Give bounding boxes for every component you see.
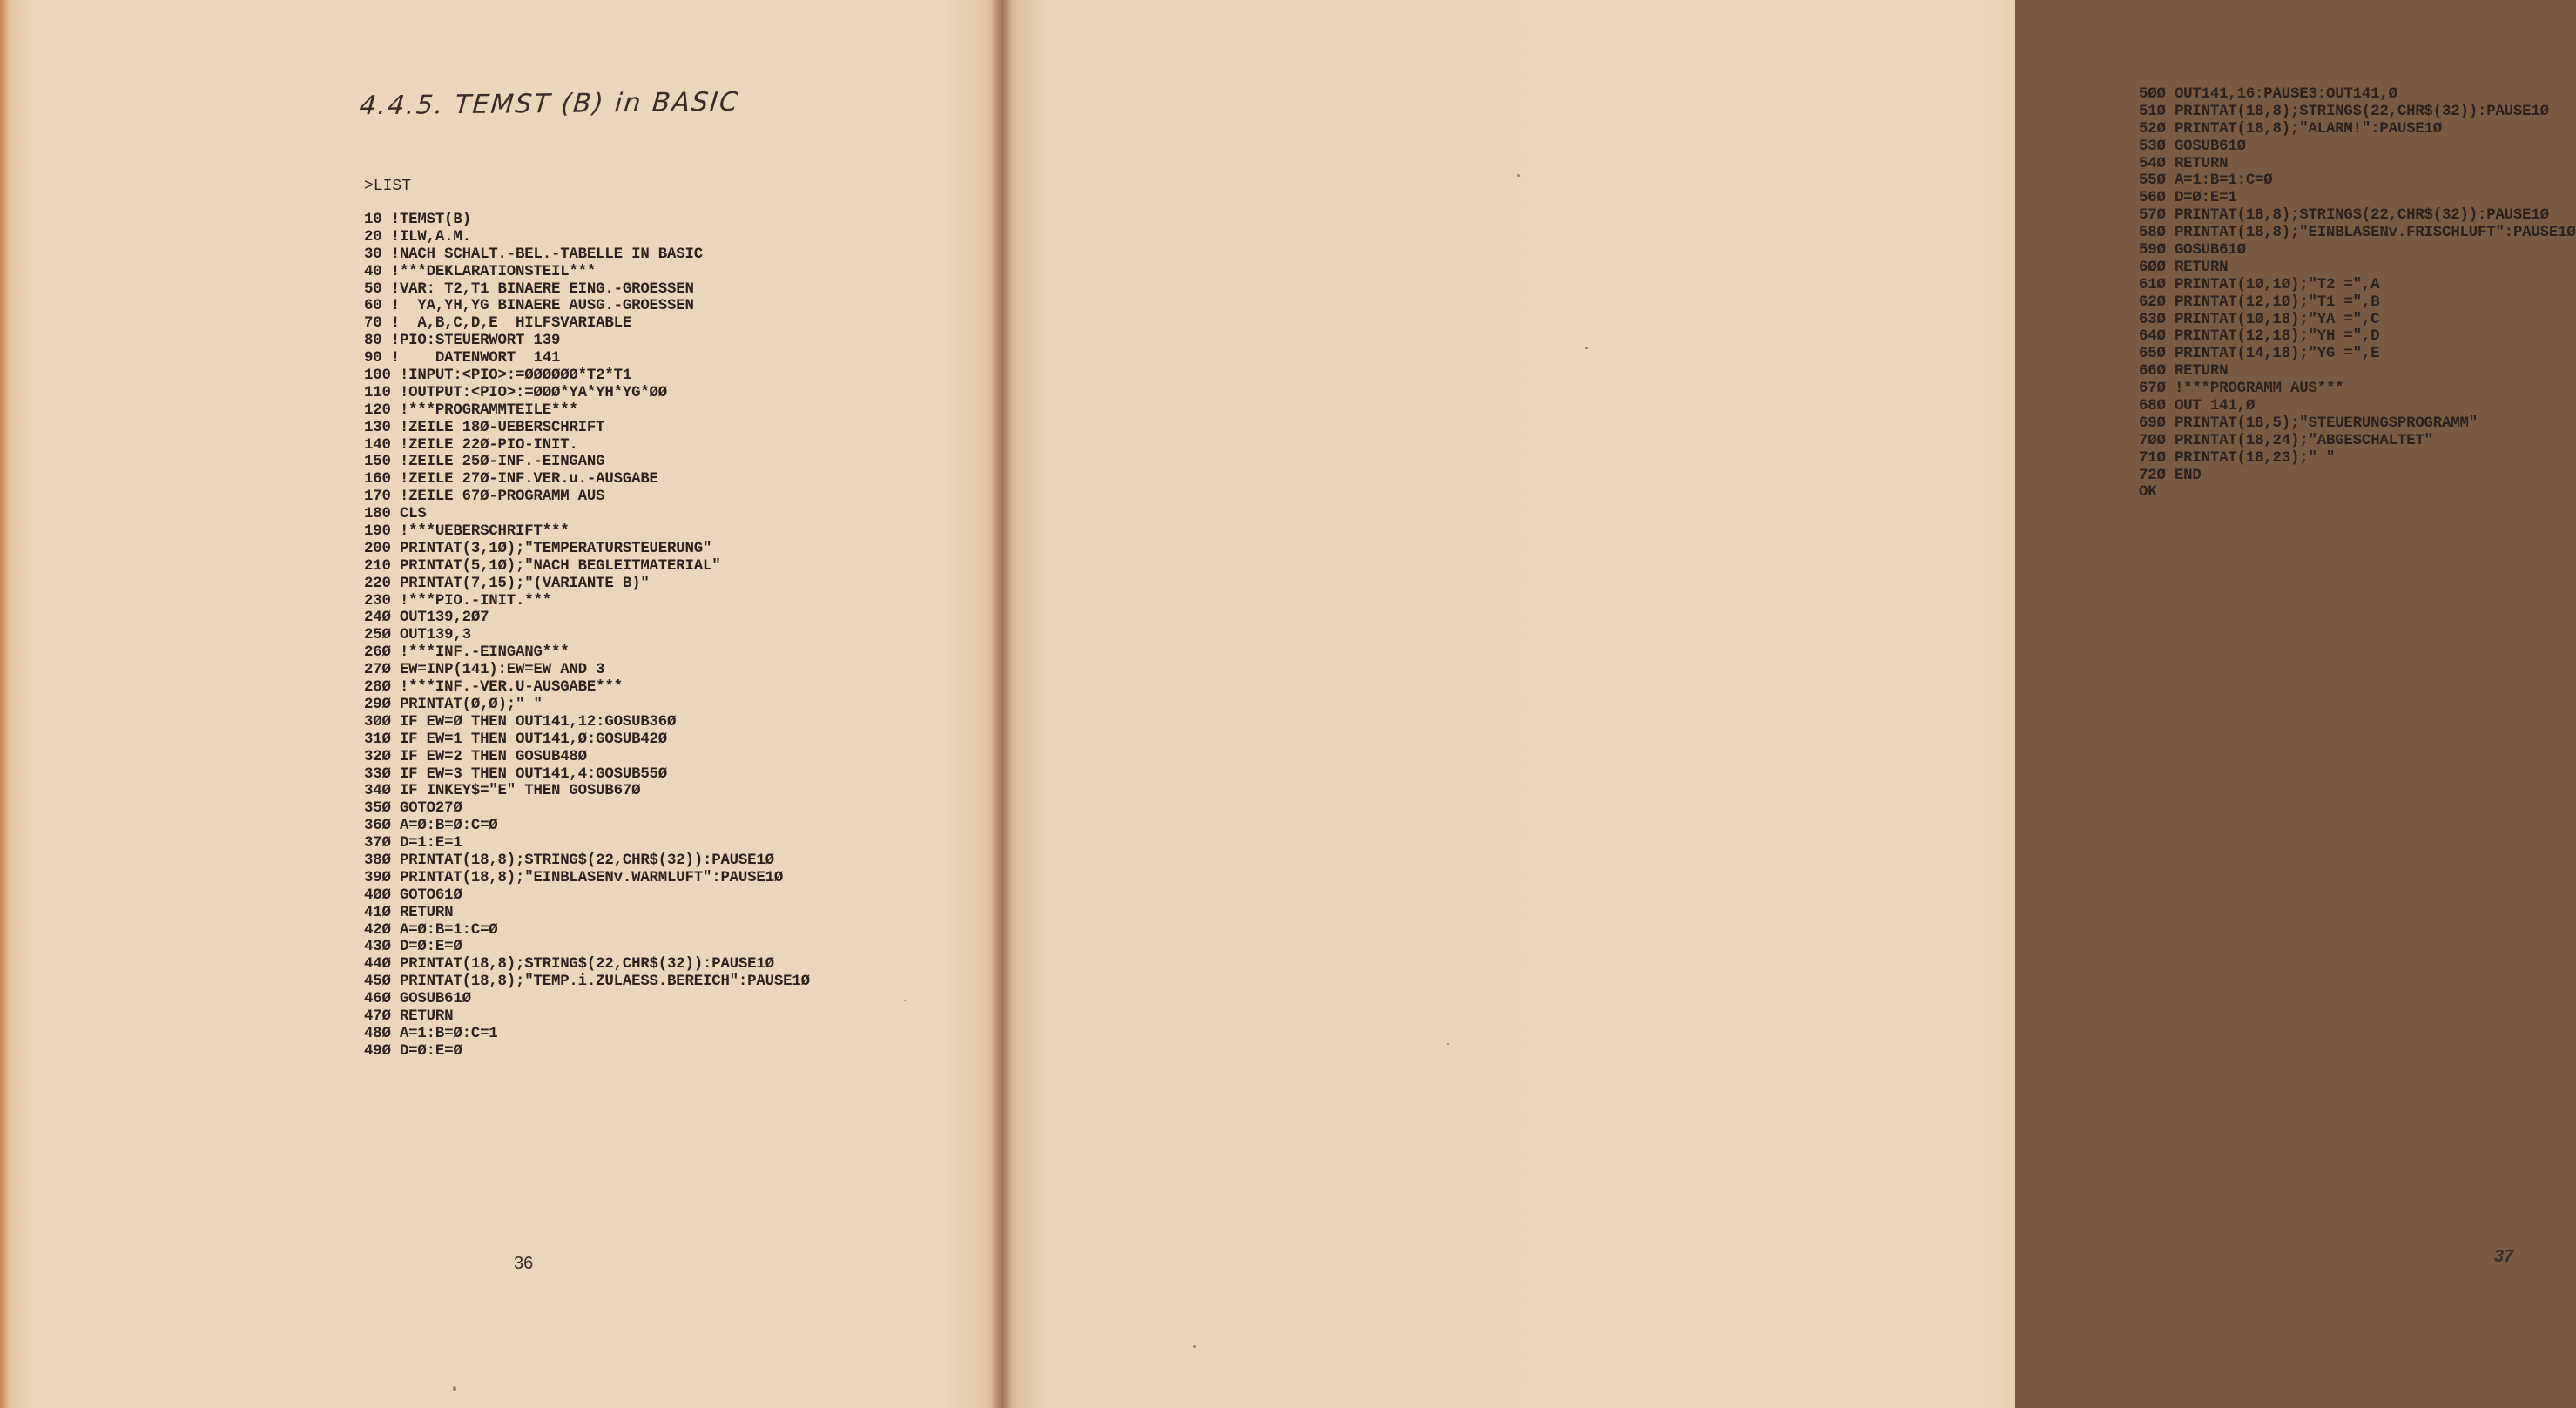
code-line: 160 !ZEILE 27Ø-INF.VER.u.-AUSGABE [364,471,658,488]
code-line: 57Ø PRINTAT(18,8);STRING$(22,CHR$(32)):PAUSE1Ø [2139,207,2549,225]
code-line: 52Ø PRINTAT(18,8);"ALARM!":PAUSE1Ø [2139,120,2443,138]
code-line: 53Ø GOSUB61Ø [2139,138,2246,155]
code-line: 200 PRINTAT(3,1Ø);"TEMPERATURSTEUERUNG" [364,540,712,557]
left-page-number: 36 [514,1254,534,1273]
code-line: 38Ø PRINTAT(18,8);STRING$(22,CHR$(32)):PAUSE1Ø [364,852,774,869]
code-line: 67Ø !***PROGRAMM AUS*** [2139,381,2344,398]
list-command: >LIST [364,178,412,195]
code-line: 54Ø RETURN [2139,155,2229,172]
code-line: 20 !ILW,A.M. [364,228,471,246]
code-line: 45Ø PRINTAT(18,8);"TEMP.i.ZULAESS.BEREICH":PAUSE1Ø [364,973,810,991]
code-line: 28Ø !***INF.-VER.U-AUSGABE*** [364,679,623,697]
code-line: 59Ø GOSUB61Ø [2139,242,2246,259]
code-line: 64Ø PRINTAT(12,18);"YH =",D [2139,328,2380,346]
code-line: 60 ! YA,YH,YG BINAERE AUSG.-GROESSEN [364,298,694,315]
code-line: 36Ø A=Ø:B=Ø:C=Ø [364,818,498,835]
right-code-listing [2139,86,2576,502]
code-line: 10 !TEMST(B) [364,212,471,228]
code-line: 180 CLS [364,506,427,523]
code-line: 66Ø RETURN [2139,363,2229,381]
code-line: 25Ø OUT139,3 [364,627,471,644]
code-line: 35Ø GOTO27Ø [364,800,462,818]
paper-speck [904,1000,906,1001]
code-line: 62Ø PRINTAT(12,1Ø);"T1 =",B [2139,293,2380,311]
code-line: 69Ø PRINTAT(18,5);"STEUERUNGSPROGRAMM" [2139,414,2478,432]
code-line: 80 !PIO:STEUERWORT 139 [364,333,561,350]
section-heading: 4.4.5. TEMST (B) in BASIC [358,86,741,122]
code-line: 63Ø PRINTAT(1Ø,18);"YA =",C [2139,311,2380,328]
code-line: 230 !***PIO.-INIT.*** [364,592,551,610]
code-line: 40 !***DEKLARATIONSTEIL*** [364,263,597,280]
code-line: 56Ø D=Ø:E=1 [2139,190,2237,207]
code-line: 44Ø PRINTAT(18,8);STRING$(22,CHR$(32)):PAUSE1Ø [364,956,774,973]
code-line: 6ØØ RETURN [2139,259,2229,276]
code-line: 170 !ZEILE 67Ø-PROGRAMM AUS [364,488,605,506]
code-line: 150 !ZEILE 25Ø-INF.-EINGANG [364,454,605,471]
code-line: 110 !OUTPUT:<PIO>:=ØØØ*YA*YH*YG*ØØ [364,384,668,401]
code-line: 27Ø EW=INP(141):EW=EW AND 3 [364,662,605,679]
code-line: 220 PRINTAT(7,15);"(VARIANTE B)" [364,575,650,592]
code-line: 31Ø IF EW=1 THEN OUT141,Ø:GOSUB42Ø [364,731,668,748]
code-line: 49Ø D=Ø:E=Ø [364,1042,462,1060]
paper-speck [453,1386,456,1391]
code-line: 5ØØ OUT141,16:PAUSE3:OUT141,Ø [2139,86,2397,103]
code-line: 190 !***UEBERSCHRIFT*** [364,523,570,541]
right-page-number: 37 [2494,1247,2514,1266]
code-line: 47Ø RETURN [364,1007,454,1025]
code-line: 4ØØ GOTO61Ø [364,886,462,904]
code-line: 48Ø A=1:B=Ø:C=1 [364,1025,498,1042]
right-page [1001,0,2576,1408]
code-line: 43Ø D=Ø:E=Ø [364,939,462,956]
code-line: 71Ø PRINTAT(18,23);" " [2139,449,2336,467]
code-line: 55Ø A=1:B=1:C=Ø [2139,172,2273,190]
code-line: 90 ! DATENWORT 141 [364,350,561,367]
code-line: 32Ø IF EW=2 THEN GOSUB48Ø [364,748,587,765]
code-line: 3ØØ IF EW=Ø THEN OUT141,12:GOSUB36Ø [364,713,677,731]
code-line: OK [2139,484,2157,502]
code-line: 30 !NACH SCHALT.-BEL.-TABELLE IN BASIC [364,246,703,263]
code-line: 140 !ZEILE 22Ø-PIO-INIT. [364,436,578,454]
code-line: 24Ø OUT139,2Ø7 [364,610,489,627]
code-line: 42Ø A=Ø:B=1:C=Ø [364,921,498,939]
paper-speck [1517,174,1520,177]
page-edge [0,0,9,1408]
code-line: 37Ø D=1:E=1 [364,835,462,852]
code-line: 7ØØ PRINTAT(18,24);"ABGESCHALTET" [2139,432,2433,449]
paper-speck [1447,1043,1449,1045]
paper-speck [1585,347,1588,349]
code-line: 130 !ZEILE 18Ø-UEBERSCHRIFT [364,419,605,436]
code-line: 70 ! A,B,C,D,E HILFSVARIABLE [364,315,632,333]
code-line: 210 PRINTAT(5,1Ø);"NACH BEGLEITMATERIAL" [364,557,721,575]
code-line: 68Ø OUT 141,Ø [2139,398,2256,415]
code-line: 61Ø PRINTAT(1Ø,1Ø);"T2 =",A [2139,276,2380,293]
code-line: 34Ø IF INKEY$="E" THEN GOSUB67Ø [364,783,641,800]
code-line: 72Ø END [2139,467,2202,484]
code-line: 50 !VAR: T2,T1 BINAERE EING.-GROESSEN [364,280,694,298]
code-line: 41Ø RETURN [364,904,454,921]
code-line: 26Ø !***INF.-EINGANG*** [364,644,570,662]
left-page [0,0,1001,1408]
paper-speck [1193,1345,1196,1348]
code-line: 65Ø PRINTAT(14,18);"YG =",E [2139,346,2380,363]
code-line: 39Ø PRINTAT(18,8);"EINBLASENv.WARMLUFT":PAUSE1Ø [364,869,784,886]
code-line: 46Ø GOSUB61Ø [364,991,471,1008]
code-line: 58Ø PRINTAT(18,8);"EINBLASENv.FRISCHLUFT":PAUSE1Ø [2139,225,2576,242]
code-line: 51Ø PRINTAT(18,8);STRING$(22,CHR$(32)):PAUSE1Ø [2139,103,2549,120]
code-line: 29Ø PRINTAT(Ø,Ø);" " [364,696,543,713]
left-code-listing [364,212,810,1061]
code-line: 33Ø IF EW=3 THEN OUT141,4:GOSUB55Ø [364,765,668,783]
code-line: 100 !INPUT:<PIO>:=ØØØØØØ*T2*T1 [364,367,632,385]
book-gutter [991,0,1012,1408]
code-line: 120 !***PROGRAMMTEILE*** [364,401,578,419]
